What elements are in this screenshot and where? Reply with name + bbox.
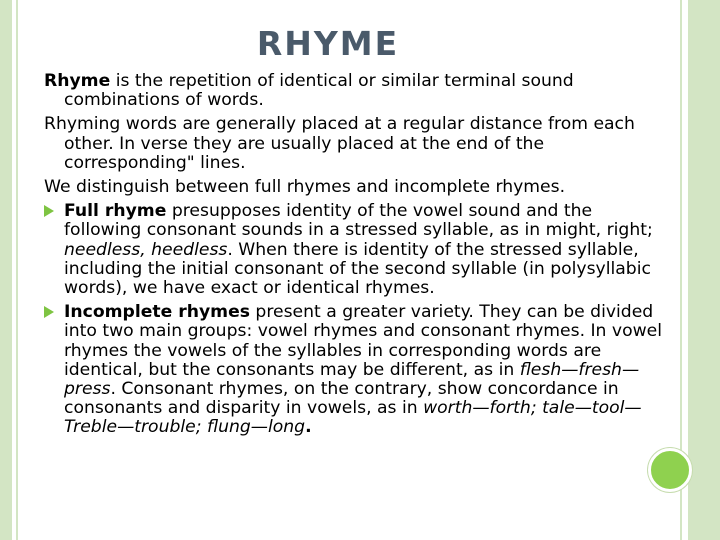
triangle-bullet-icon (44, 306, 54, 318)
left-frame-line (16, 0, 18, 540)
term-rhyme: Rhyme (44, 71, 111, 91)
definition-text: is the repetition of identical or similar terminal sound combinations of words. (64, 71, 574, 111)
distinction-text: We distinguish between full rhymes and incomplete rhymes. (44, 177, 566, 198)
full-rhyme-text-2: . When there is identity of the stressed syllable, including the initial consonant of the second syllable (in polysyllabic words), we have exact or identical rhymes. (64, 239, 651, 299)
bullet-full-rhyme (44, 202, 664, 298)
incomplete-text-1: present a greater variety. They can be divided into two main groups: vowel rhymes and consonant rhymes. In vowel rhymes the vowels of the syllables in corresponding words are identical, but the consonants may be different, as in (64, 302, 663, 380)
incomplete-text-2: . Consonant rhymes, on the contrary, show concordance in consonants and disparity in vowels, as in (64, 379, 619, 419)
slide-title: RHYME (256, 24, 400, 63)
incomplete-example-2: worth—forth; tale—tool—Treble—trouble; flung—long (64, 398, 642, 438)
triangle-bullet-icon (44, 205, 54, 217)
full-rhyme-example: needless, heedless (64, 239, 228, 260)
placement-text: Rhyming words are generally placed at a regular distance from each other. In verse they are usually placed at the end of the corresponding" lines. (44, 114, 635, 173)
paragraph-definition (44, 72, 664, 110)
term-incomplete-rhymes: Incomplete rhymes (64, 302, 250, 323)
term-full-rhyme: Full rhyme (64, 201, 167, 222)
left-frame-band (0, 0, 12, 540)
paragraph-distinction (44, 178, 664, 197)
full-rhyme-text-1: presupposes identity of the vowel sound and the following consonant sounds in a stressed syllable, as in might, right; (64, 201, 653, 241)
right-frame-band (688, 0, 720, 540)
bullet-incomplete-rhymes (44, 303, 664, 437)
paragraph-placement (44, 115, 664, 173)
slide-body (44, 72, 664, 443)
green-circle-decoration (648, 448, 692, 492)
incomplete-text-3: . (305, 417, 312, 438)
incomplete-example-1: flesh—fresh—press (64, 359, 640, 400)
